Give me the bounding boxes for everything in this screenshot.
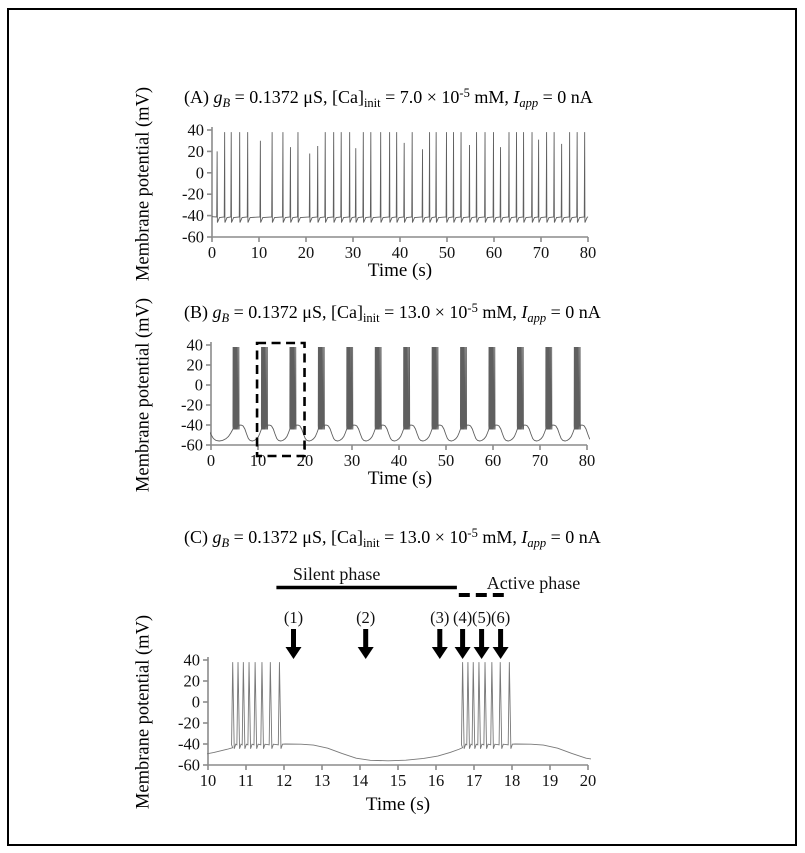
down-arrow-icon bbox=[455, 647, 471, 659]
x-tick-label: 10 bbox=[199, 771, 217, 790]
title-segment: = 13.0 × 10 bbox=[379, 527, 468, 547]
y-tick-label: 0 bbox=[194, 375, 203, 395]
x-tick-label: 80 bbox=[579, 243, 597, 262]
title-segment: = 0 nA bbox=[546, 302, 601, 322]
title-segment: init bbox=[362, 311, 380, 325]
x-tick-label: 14 bbox=[351, 771, 369, 790]
x-tick-label: 16 bbox=[427, 771, 445, 790]
x-tick-label: 30 bbox=[343, 451, 361, 470]
x-tick-label: 30 bbox=[344, 243, 362, 262]
x-tick-label: 50 bbox=[438, 243, 456, 262]
arrow-number-label: (6) bbox=[490, 608, 511, 627]
x-tick-label: 19 bbox=[541, 771, 559, 790]
x-tick-label: 11 bbox=[238, 771, 254, 790]
y-tick-label: -40 bbox=[182, 206, 204, 226]
panel-a-x-axis-label: Time (s) bbox=[367, 260, 433, 281]
arrow-number-label: (2) bbox=[356, 608, 376, 627]
x-tick-label: 18 bbox=[503, 771, 521, 790]
title-segment: (B) bbox=[184, 302, 213, 322]
active-phase-label: Active phase bbox=[486, 573, 581, 593]
down-arrow-shaft bbox=[460, 629, 465, 647]
title-segment: -5 bbox=[467, 526, 478, 540]
membrane-potential-trace bbox=[212, 132, 588, 222]
title-segment: g bbox=[212, 302, 222, 322]
title-segment: init bbox=[362, 536, 380, 550]
panel-c-plot bbox=[0, 564, 805, 790]
x-tick-label: 0 bbox=[207, 243, 217, 262]
title-segment: app bbox=[519, 96, 539, 110]
title-segment: = 7.0 × 10 bbox=[380, 87, 460, 107]
panel-c-y-axis-label: Membrane potential (mV) bbox=[133, 614, 154, 810]
x-tick-label: 13 bbox=[313, 771, 331, 790]
title-segment: B bbox=[222, 96, 231, 110]
title-segment: = 0.1372 μS, [Ca] bbox=[229, 302, 363, 322]
title-segment: (C) bbox=[184, 527, 213, 547]
x-tick-label: 20 bbox=[297, 243, 315, 262]
panel-a-y-axis-label: Membrane potential (mV) bbox=[133, 86, 154, 282]
title-segment: g bbox=[212, 527, 222, 547]
down-arrow-shaft bbox=[479, 629, 484, 647]
y-tick-label: 20 bbox=[186, 355, 203, 375]
down-arrow-icon bbox=[474, 647, 490, 659]
title-segment: mM, bbox=[477, 527, 522, 547]
title-segment: I bbox=[521, 527, 528, 547]
y-tick-label: -60 bbox=[181, 435, 203, 455]
x-tick-label: 60 bbox=[484, 451, 502, 470]
x-tick-label: 80 bbox=[578, 451, 596, 470]
title-segment: = 0.1372 μS, [Ca] bbox=[230, 87, 364, 107]
title-segment: mM, bbox=[469, 87, 514, 107]
title-segment: = 0 nA bbox=[538, 87, 593, 107]
y-tick-label: -20 bbox=[181, 395, 203, 415]
x-tick-label: 40 bbox=[390, 451, 408, 470]
y-tick-label: -20 bbox=[178, 713, 200, 733]
membrane-potential-trace bbox=[200, 347, 602, 441]
panel-b-y-axis-label: Membrane potential (mV) bbox=[133, 297, 154, 493]
arrow-number-label: (3) bbox=[430, 608, 450, 627]
title-segment: (A) bbox=[184, 87, 214, 107]
x-tick-label: 12 bbox=[275, 771, 293, 790]
down-arrow-shaft bbox=[498, 629, 503, 647]
silent-phase-label: Silent phase bbox=[292, 564, 381, 584]
arrow-number-label: (1) bbox=[283, 608, 304, 627]
panel-b-x-axis-label: Time (s) bbox=[367, 468, 433, 489]
y-tick-label: 40 bbox=[187, 120, 204, 140]
x-tick-label: 60 bbox=[485, 243, 503, 262]
axis-lines bbox=[208, 657, 588, 765]
y-tick-label: -40 bbox=[178, 734, 200, 754]
title-segment: -5 bbox=[467, 301, 478, 315]
title-segment: = 13.0 × 10 bbox=[379, 302, 468, 322]
arrow-number-label: (5) bbox=[471, 608, 492, 627]
y-tick-label: 0 bbox=[191, 692, 200, 712]
title-segment: I bbox=[513, 87, 520, 107]
x-tick-label: 0 bbox=[206, 451, 216, 470]
y-tick-label: -60 bbox=[178, 755, 200, 775]
x-tick-label: 50 bbox=[437, 451, 455, 470]
y-tick-label: 40 bbox=[183, 650, 200, 670]
title-segment: = 0 nA bbox=[546, 527, 601, 547]
title-segment: init bbox=[363, 96, 381, 110]
down-arrow-icon bbox=[286, 647, 302, 659]
x-tick-label: 10 bbox=[249, 451, 267, 470]
down-arrow-shaft bbox=[363, 629, 368, 647]
x-tick-label: 20 bbox=[296, 451, 314, 470]
title-segment: mM, bbox=[477, 302, 522, 322]
x-tick-label: 70 bbox=[532, 243, 550, 262]
membrane-potential-trace bbox=[0, 662, 805, 761]
arrow-number-label: (4) bbox=[452, 608, 473, 627]
x-tick-label: 70 bbox=[531, 451, 549, 470]
y-tick-label: -60 bbox=[182, 227, 204, 247]
title-segment: I bbox=[521, 302, 528, 322]
down-arrow-icon bbox=[358, 647, 374, 659]
title-segment: B bbox=[221, 311, 230, 325]
down-arrow-shaft bbox=[291, 629, 296, 647]
x-tick-label: 15 bbox=[389, 771, 407, 790]
x-tick-label: 17 bbox=[465, 771, 483, 790]
down-arrow-shaft bbox=[437, 629, 442, 647]
down-arrow-icon bbox=[493, 647, 509, 659]
x-tick-label: 40 bbox=[391, 243, 409, 262]
y-tick-label: 40 bbox=[186, 335, 203, 355]
x-tick-label: 20 bbox=[579, 771, 597, 790]
y-tick-label: 20 bbox=[183, 671, 200, 691]
y-tick-label: -40 bbox=[181, 415, 203, 435]
y-tick-label: 20 bbox=[187, 141, 204, 161]
panel-a-plot bbox=[182, 121, 596, 263]
title-segment: app bbox=[527, 536, 547, 550]
title-segment: B bbox=[221, 536, 230, 550]
x-tick-label: 10 bbox=[250, 243, 268, 262]
panel-c-x-axis-label: Time (s) bbox=[365, 794, 431, 815]
y-tick-label: -20 bbox=[182, 184, 204, 204]
down-arrow-icon bbox=[432, 647, 448, 659]
title-segment: app bbox=[527, 311, 547, 325]
y-tick-label: 0 bbox=[195, 163, 204, 183]
title-segment: -5 bbox=[459, 86, 470, 100]
title-segment: g bbox=[213, 87, 223, 107]
panel-b-plot bbox=[181, 336, 603, 471]
title-segment: = 0.1372 μS, [Ca] bbox=[229, 527, 363, 547]
